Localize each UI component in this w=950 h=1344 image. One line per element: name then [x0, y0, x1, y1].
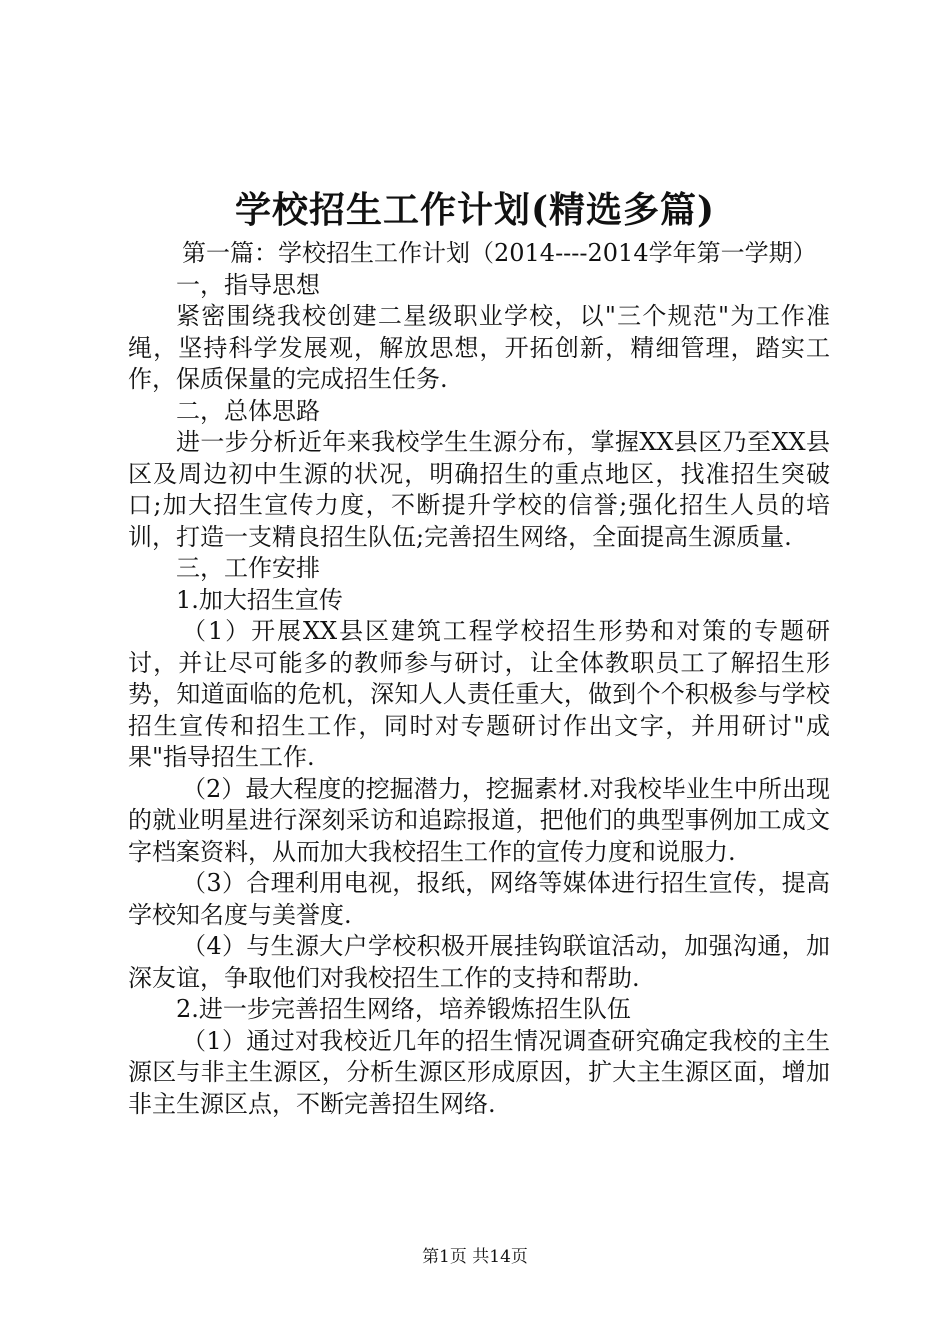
section-heading: 三，工作安排 — [176, 554, 320, 582]
subsection-heading: 2.进一步完善招生网络，培养锻炼招生队伍 — [176, 995, 631, 1023]
body-paragraph: （2）最大程度的挖掘潜力，挖掘素材.对我校毕业生中所出现的就业明星进行深刻采访和追踪报道，把他们的典型事例加工成文字档案资料，从而加大我校招生工作的宣传力度和说服力. — [128, 774, 830, 866]
subsection-heading: 1.加大招生宣传 — [176, 585, 343, 614]
body-paragraph: （3）合理利用电视，报纸，网络等媒体进行招生宣传，提高学校知名度与美誉度. — [128, 869, 830, 929]
body-paragraph: （1）通过对我校近几年的招生情况调查研究确定我校的主生源区与非主生源区，分析生源区形成原因，扩大主生源区面，增加非主生源区点，不断完善招生网络. — [128, 1026, 830, 1118]
document-body — [128, 238, 830, 1120]
body-paragraph: （1）开展XX县区建筑工程学校招生形势和对策的专题研讨，并让尽可能多的教师参与研讨，让全体教职员工了解招生形势，知道面临的危机，深知人人责任重大，做到个个积极参与学校招生宣传和招生工作，同时对专题研讨作出文字，并用研讨"成果"指导招生工作. — [128, 617, 830, 771]
body-paragraph: 紧密围绕我校创建二星级职业学校，以"三个规范"为工作准绳，坚持科学发展观，解放思想，开拓创新，精细管理，踏实工作，保质保量的完成招生任务. — [128, 302, 830, 393]
document-title: 学校招生工作计划(精选多篇) — [234, 189, 716, 231]
section-heading: 一，指导思想 — [176, 270, 320, 299]
page-footer: 第1页 共14页 — [422, 1247, 528, 1267]
section-heading: 二，总体思路 — [176, 396, 320, 425]
body-paragraph: （4）与生源大户学校积极开展挂钩联谊活动，加强沟通，加深友谊，争取他们对我校招生工作的支持和帮助. — [128, 932, 830, 992]
body-paragraph: 进一步分析近年来我校学生生源分布，掌握XX县区乃至XX县区及周边初中生源的状况，明确招生的重点地区，找准招生突破口;加大招生宣传力度，不断提升学校的信誉;强化招生人员的培训，打造一支精良招生队伍;完善招生网络，全面提高生源质量. — [128, 428, 830, 551]
section-heading: 第一篇：学校招生工作计划（2014----2014学年第一学期） — [182, 239, 817, 267]
